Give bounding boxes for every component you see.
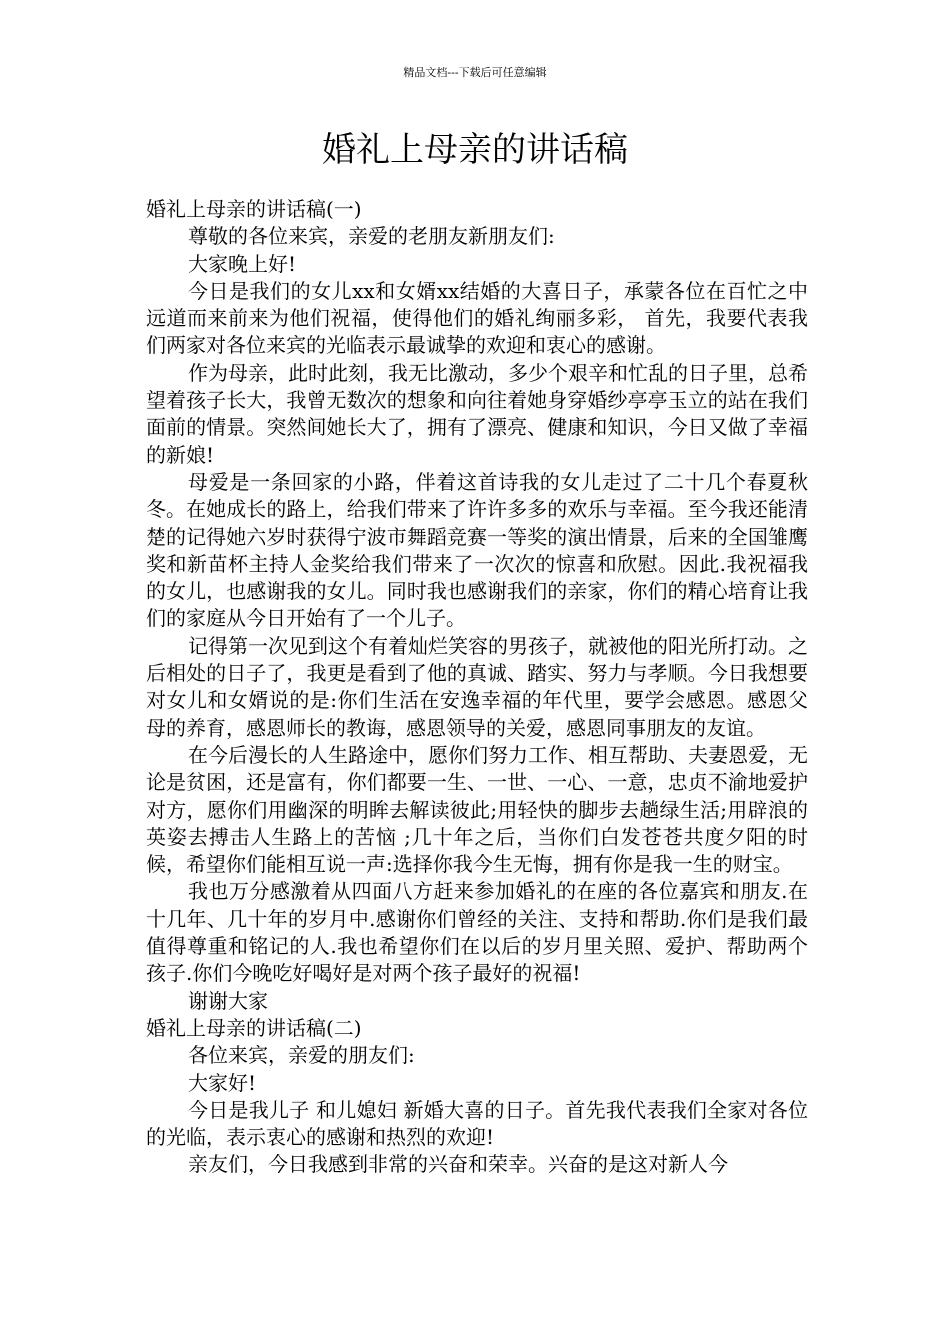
body-paragraph: 尊敬的各位来宾，亲爱的老朋友新朋友们:: [188, 224, 555, 249]
body-paragraph: 亲友们，今日我感到非常的兴奋和荣幸。兴奋的是这对新人今: [188, 1152, 728, 1177]
section-heading: 婚礼上母亲的讲话稿(二): [146, 1015, 362, 1040]
body-paragraph: 谢谢大家: [188, 988, 268, 1013]
body-paragraph: 在今后漫长的人生路途中，愿你们努力工作、相互帮助、夫妻恩爱，无论是贫困，还是富有，你们都要一生、一世、一心、一意，忠贞不渝地爱护对方，愿你们用幽深的明眸去解读彼此;用轻快的脚步去趟绿生活;用辟浪的英姿去搏击人生路上的苦恼 ;几十年之后，当你们白发苍苍共度夕阳的时候，希望你们能相互说一声:选择你我今生无悔，拥有你是我一生的财宝。: [146, 742, 808, 877]
document-body: [146, 196, 808, 1179]
body-paragraph: 作为母亲，此时此刻，我无比激动，多少个艰辛和忙乱的日子里，总希望着孩子长大，我曾无数次的想象和向往着她身穿婚纱亭亭玉立的站在我们面前的情景。突然间她长大了，拥有了漂亮、健康和知识，今日又做了幸福的新娘!: [146, 360, 808, 467]
body-paragraph: 今日是我们的女儿xx和女婿xx结婚的大喜日子，承蒙各位在百忙之中远道而来前来为他们祝福，使得他们的婚礼绚丽多彩， 首先，我要代表我们两家对各位来宾的光临表示最诚挚的欢迎和衷心的感谢。: [146, 278, 808, 358]
section-heading: 婚礼上母亲的讲话稿(一): [146, 197, 362, 221]
body-paragraph: 我也万分感激着从四面八方赶来参加婚礼的在座的各位嘉宾和朋友.在十几年、几十年的岁月中.感谢你们曾经的关注、支持和帮助.你们是我们最值得尊重和铭记的人.我也希望你们在以后的岁月里关照、爱护、帮助两个孩子.你们今晚吃好喝好是对两个孩子最好的祝福!: [146, 879, 808, 986]
body-paragraph: 今日是我儿子 和儿媳妇 新婚大喜的日子。首先我代表我们全家对各位的光临，表示衷心的感谢和热烈的欢迎!: [146, 1097, 808, 1150]
body-paragraph: 大家好!: [188, 1070, 257, 1095]
body-paragraph: 各位来宾，亲爱的朋友们:: [188, 1043, 415, 1068]
body-paragraph: 记得第一次见到这个有着灿烂笑容的男孩子，就被他的阳光所打动。之后相处的日子了，我更是看到了他的真诚、踏实、努力与孝顺。今日我想要对女儿和女婿说的是:你们生活在安逸幸福的年代里，要学会感恩。感恩父母的养育，感恩师长的教诲，感恩领导的关爱，感恩同事朋友的友谊。: [146, 633, 808, 740]
header-note: 精品文档---下载后可任意编辑: [403, 66, 547, 79]
body-paragraph: 大家晚上好!: [188, 251, 297, 276]
page-title: 婚礼上母亲的讲话稿: [322, 130, 628, 170]
body-paragraph: 母爱是一条回家的小路，伴着这首诗我的女儿走过了二十几个春夏秋冬。在她成长的路上，给我们带来了许许多多的欢乐与幸福。至今我还能清楚的记得她六岁时获得宁波市舞蹈竞赛一等奖的演出情景，后来的全国雏鹰奖和新苗杯主持人金奖给我们带来了一次次的惊喜和欣慰。因此.我祝福我的女儿，也感谢我的女儿。同时我也感谢我们的亲家，你们的精心培育让我们的家庭从今日开始有了一个儿子。: [146, 469, 808, 631]
